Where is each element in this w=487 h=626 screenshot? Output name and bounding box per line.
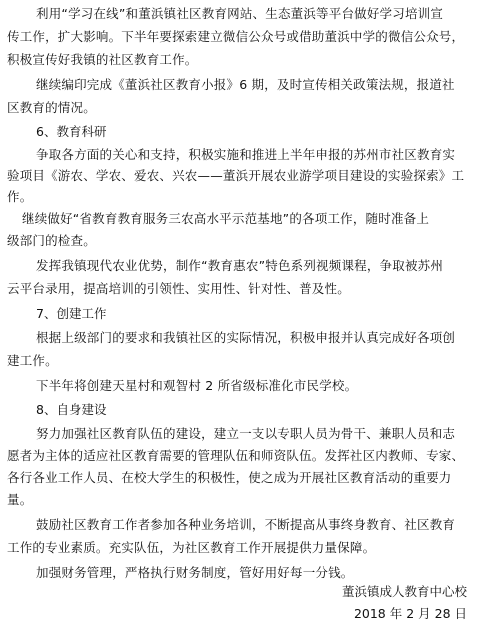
para8-line1: 努力加强社区教育队伍的建设，建立一支以专职人员为骨干、兼职人员和志 xyxy=(36,426,456,441)
para9-line1: 鼓励社区教育工作者参加各种业务培训，不断提高从事终身教育、社区教育 xyxy=(36,517,456,532)
para8-line4: 量。 xyxy=(7,492,33,507)
para1-line3: 积极宣传好我镇的社区教育工作。 xyxy=(7,52,198,67)
section-7-heading: 7、创建工作 xyxy=(36,306,107,321)
para3-line2: 验项目《游农、学农、爱农、兴农——董浜开展农业游学项目建设的实验探索》工 xyxy=(7,168,465,183)
section-8-heading: 8、自身建设 xyxy=(36,402,107,417)
para6-line1: 根据上级部门的要求和我镇社区的实际情况，积极申报并认真完成好各项创 xyxy=(36,330,456,345)
para3-line1: 争取各方面的关心和支持，积极实施和推进上半年申报的苏州市社区教育实 xyxy=(36,147,456,162)
signature-organization: 董浜镇成人教育中心校 xyxy=(341,584,467,599)
para3-line3: 作。 xyxy=(7,189,33,204)
para4-line1: 继续做好“省教育教育服务三农高水平示范基地”的各项工作，随时准备上 xyxy=(22,211,430,226)
signature-date: 2018 年 2 月 28 日 xyxy=(353,606,467,621)
para1-line1: 利用“学习在线”和董浜镇社区教育网站、生态董浜等平台做好学习培训宣 xyxy=(36,6,444,21)
para2-line2: 区教育的情况。 xyxy=(7,100,96,115)
para9-line2: 工作的专业素质。充实队伍，为社区教育工作开展提供力量保障。 xyxy=(7,540,376,555)
para10-line1: 加强财务管理，严格执行财务制度，管好用好每一分钱。 xyxy=(36,565,354,580)
para5-line1: 发挥我镇现代农业优势，制作“教育惠农”特色系列视频课程，争取被苏州 xyxy=(36,258,444,273)
para8-line3: 各行各业工作人员、在校大学生的积极性，使之成为开展社区教育活动的重要力 xyxy=(7,470,452,485)
para2-line1: 继续编印完成《董浜社区教育小报》6 期，及时宣传相关政策法规，报道社 xyxy=(36,77,455,92)
para4-line2: 级部门的检查。 xyxy=(7,233,96,248)
para1-line2: 传工作，扩大影响。下半年要探索建立微信公众号或借助董浜中学的微信公众号， xyxy=(7,29,465,44)
para7-line1: 下半年将创建天星村和观智村 2 所省级标准化市民学校。 xyxy=(36,378,358,393)
para8-line2: 愿者为主体的适应社区教育需要的管理队伍和师资队伍。发挥社区内教师、专家、 xyxy=(7,448,465,463)
section-6-heading: 6、教育科研 xyxy=(36,124,107,139)
para6-line2: 建工作。 xyxy=(7,353,58,368)
para5-line2: 云平台录用，提高培训的引领性、实用性、针对性、普及性。 xyxy=(7,281,350,296)
